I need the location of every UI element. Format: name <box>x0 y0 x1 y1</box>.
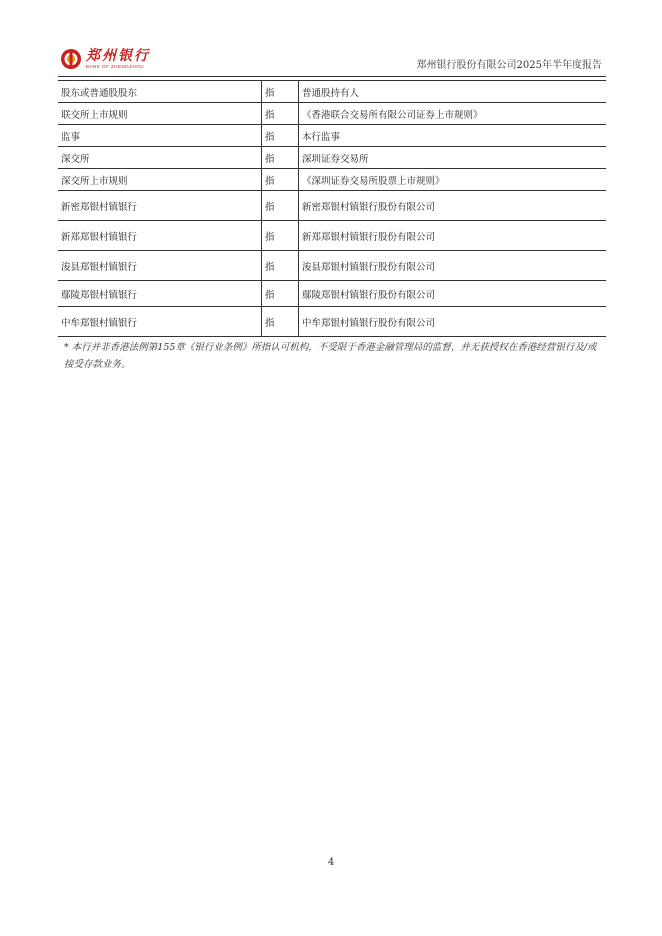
definition-meaning: 深圳证券交易所 <box>302 153 369 165</box>
definition-meaning: 新郑郑银村镇银行股份有限公司 <box>302 231 436 243</box>
table-row <box>58 251 606 281</box>
definition-term: 联交所上市规则 <box>58 103 262 125</box>
definition-meaning: 本行监事 <box>302 131 341 143</box>
definition-refers-to: 指 <box>262 125 299 147</box>
table-row <box>58 125 606 147</box>
definition-refers-to: 指 <box>262 191 299 221</box>
table-row <box>58 147 606 169</box>
definition-refers-to: 指 <box>262 307 299 337</box>
definition-refers-to: 指 <box>262 103 299 125</box>
definition-meaning: 浚县郑银村镇银行股份有限公司 <box>302 261 436 273</box>
definition-term: 新郑郑银村镇银行 <box>58 221 262 251</box>
definition-refers-to: 指 <box>262 281 299 307</box>
page-header <box>58 40 606 77</box>
definition-term: 深交所上市规则 <box>58 169 262 191</box>
logo-english-name: BANK OF ZHENGZHOU <box>86 63 145 69</box>
definition-term: 深交所 <box>58 147 262 169</box>
footnote: * 本行并非香港法例第155章《银行业条例》所指认可机构，不受限于香港金融管理局的监督，并无获授权在香港经营银行及/或接受存款业务。 <box>64 342 597 370</box>
bank-logo-icon <box>60 48 82 70</box>
page-number: 4 <box>327 857 335 868</box>
definition-meaning: 中牟郑银村镇银行股份有限公司 <box>302 317 436 329</box>
table-row <box>58 103 606 125</box>
table-row <box>58 281 606 307</box>
definition-refers-to: 指 <box>262 251 299 281</box>
table-row <box>58 221 606 251</box>
logo-chinese-name: 郑州银行 <box>86 47 150 64</box>
table-row <box>58 169 606 191</box>
table-row <box>58 81 606 103</box>
definition-refers-to: 指 <box>262 147 299 169</box>
definition-term: 监事 <box>58 125 262 147</box>
definition-refers-to: 指 <box>262 81 299 103</box>
definition-term: 中牟郑银村镇银行 <box>58 307 262 337</box>
definition-meaning: 新密郑银村镇银行股份有限公司 <box>302 201 436 213</box>
definition-term: 股东或普通股股东 <box>58 81 262 103</box>
definition-meaning: 《深圳证券交易所股票上市规则》 <box>302 175 445 187</box>
definition-term: 浚县郑银村镇银行 <box>58 251 262 281</box>
definition-refers-to: 指 <box>262 221 299 251</box>
definition-meaning: 普通股持有人 <box>302 87 360 99</box>
definition-term: 鄢陵郑银村镇银行 <box>58 281 262 307</box>
table-row <box>58 307 606 337</box>
report-title: 郑州银行股份有限公司2025年半年度报告 <box>416 60 602 71</box>
definitions-table <box>58 80 606 337</box>
definition-meaning: 鄢陵郑银村镇银行股份有限公司 <box>302 289 436 301</box>
definition-refers-to: 指 <box>262 169 299 191</box>
table-row <box>58 191 606 221</box>
definition-meaning: 《香港联合交易所有限公司证券上市规则》 <box>302 109 483 121</box>
bank-logo <box>60 48 150 70</box>
definition-term: 新密郑银村镇银行 <box>58 191 262 221</box>
